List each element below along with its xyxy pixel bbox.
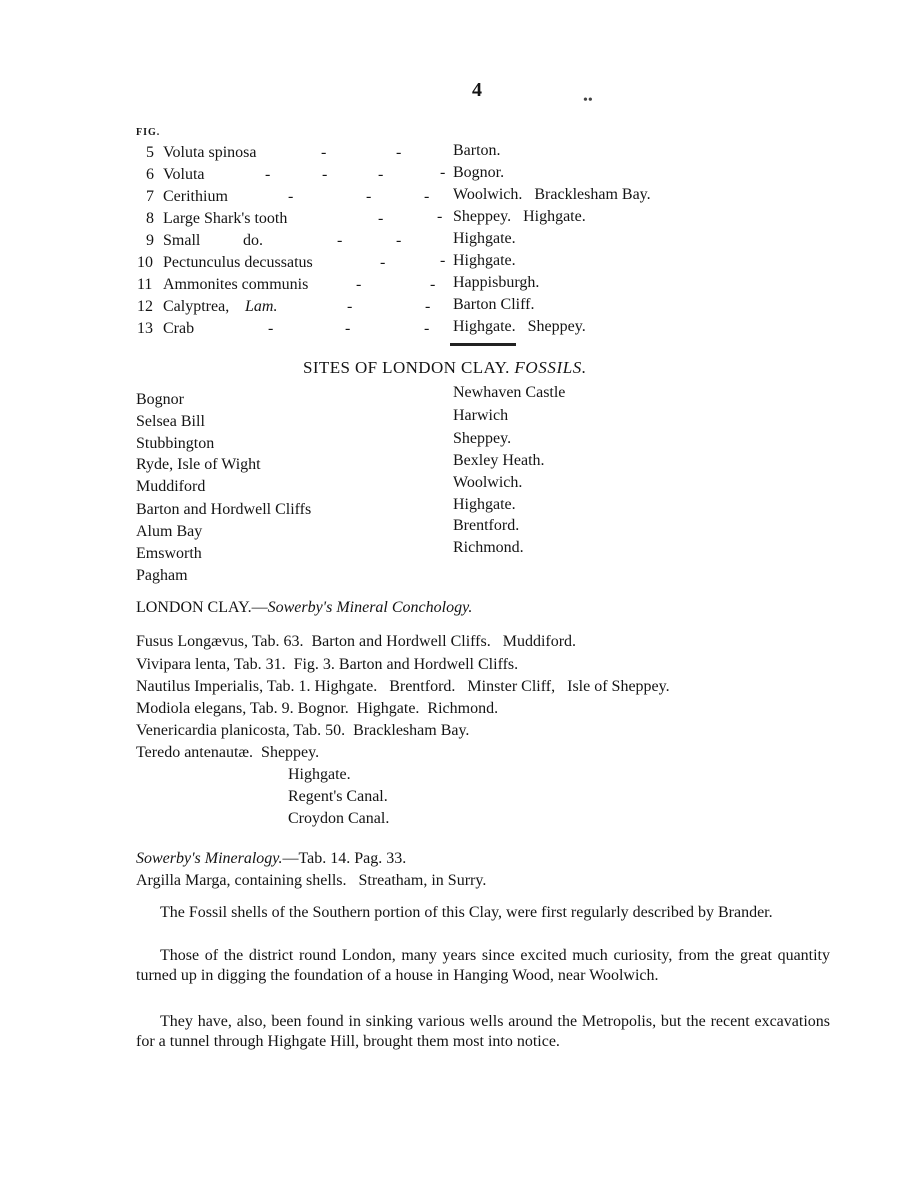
figure-name: Cerithium — [163, 188, 228, 205]
leader-dash: - — [268, 320, 274, 337]
figure-number: 5 — [146, 144, 154, 161]
figure-name: Voluta — [163, 166, 205, 183]
leader-dash: - — [322, 166, 328, 183]
figure-locality: Highgate. — [453, 252, 516, 269]
leader-dash: - — [440, 164, 446, 181]
site-item: Bexley Heath. — [453, 452, 545, 469]
teredo-locality: Regent's Canal. — [288, 788, 388, 805]
sites-heading — [303, 359, 587, 376]
fig-label: FIG. — [136, 127, 161, 138]
leader-dash: - — [321, 144, 327, 161]
london-clay-heading-italic: Sowerby's Mineral Conchology. — [267, 599, 473, 616]
ditto-mark: do. — [243, 232, 263, 249]
leader-dash: - — [396, 232, 402, 249]
site-item: Emsworth — [136, 545, 202, 562]
conchology-line: Fusus Longævus, Tab. 63. Barton and Hordwell Cliffs. Muddiford. — [136, 633, 577, 650]
leader-dash: - — [430, 276, 436, 293]
paragraph: They have, also, been found in sinking various wells around the Metropolis, but the recent excavations for a tunnel through Highgate Hill, brought them most into notice. — [136, 1013, 830, 1050]
site-item: Bognor — [136, 391, 184, 408]
mineralogy-title: Sowerby's Mineralogy. — [136, 850, 283, 867]
figure-number: 6 — [146, 166, 154, 183]
figure-name: Voluta spinosa — [163, 144, 257, 161]
site-item: Harwich — [453, 407, 509, 424]
site-item: Highgate. — [453, 496, 516, 513]
figure-locality: Barton Cliff. — [453, 296, 535, 313]
figure-number: 8 — [146, 210, 154, 227]
figure-name-authority: Lam. — [245, 298, 278, 315]
leader-dash: - — [378, 210, 384, 227]
figure-locality: Woolwich. Bracklesham Bay. — [453, 186, 651, 203]
site-item: Sheppey. — [453, 430, 512, 447]
figure-name: Calyptrea, — [163, 298, 230, 315]
leader-dash: - — [424, 188, 430, 205]
figure-number: 12 — [137, 298, 153, 315]
figure-number: 9 — [146, 232, 154, 249]
leader-dash: - — [424, 320, 430, 337]
site-item: Richmond. — [453, 539, 524, 556]
leader-dash: - — [347, 298, 353, 315]
site-item: Barton and Hordwell Cliffs — [136, 501, 312, 518]
site-item: Brentford. — [453, 517, 520, 534]
figure-name: Pectunculus decussatus — [163, 254, 313, 271]
leader-dash: - — [437, 208, 443, 225]
london-clay-heading — [136, 600, 472, 616]
leader-dash: - — [440, 252, 446, 269]
leader-dash: - — [337, 232, 343, 249]
page-number: 4 — [472, 79, 482, 101]
teredo-locality: Highgate. — [288, 766, 351, 783]
section-rule — [450, 343, 516, 346]
figure-number: 10 — [137, 254, 153, 271]
leader-dash: - — [380, 254, 386, 271]
leader-dash: - — [425, 298, 431, 315]
figure-name: Crab — [163, 320, 195, 337]
leader-dash: - — [288, 188, 294, 205]
site-item: Muddiford — [136, 478, 206, 495]
figure-locality: Sheppey. Highgate. — [453, 208, 586, 225]
figure-locality: Bognor. — [453, 164, 505, 181]
conchology-line: Modiola elegans, Tab. 9. Bognor. Highgate. Richmond. — [136, 700, 499, 717]
leader-dash: - — [265, 166, 271, 183]
paragraph: Those of the district round London, many years since excited much curiosity, from the great quantity turned up in digging the foundation of a house in Hanging Wood, near Woolwich. — [136, 947, 830, 984]
site-item: Alum Bay — [136, 523, 203, 540]
teredo-locality: Croydon Canal. — [288, 810, 390, 827]
leader-dash: - — [356, 276, 362, 293]
paragraph: The Fossil shells of the Southern portion of this Clay, were first regularly described by Brander. — [160, 904, 773, 921]
leader-dash: - — [378, 166, 384, 183]
sites-heading-italic: FOSSILS. — [514, 358, 587, 377]
site-item: Pagham — [136, 567, 188, 584]
figure-name: Small — [163, 232, 201, 249]
mineralogy-line — [136, 851, 406, 867]
site-item: Newhaven Castle — [453, 384, 566, 401]
figure-number: 7 — [146, 188, 154, 205]
figure-name: Ammonites communis — [163, 276, 309, 293]
mineralogy-ref: —Tab. 14. Pag. 33. — [282, 850, 407, 867]
figure-locality: Happisburgh. — [453, 274, 540, 291]
london-clay-heading-text: LONDON CLAY.— — [136, 599, 268, 616]
argilla-line: Argilla Marga, containing shells. Streatham, in Surry. — [136, 872, 487, 889]
figure-locality: Highgate. Sheppey. — [453, 318, 586, 335]
leader-dash: - — [396, 144, 402, 161]
print-speck: •• — [583, 93, 593, 108]
site-item: Woolwich. — [453, 474, 523, 491]
conchology-line: Vivipara lenta, Tab. 31. Fig. 3. Barton and Hordwell Cliffs. — [136, 656, 519, 673]
figure-number: 13 — [137, 320, 153, 337]
conchology-line: Nautilus Imperialis, Tab. 1. Highgate. Brentford. Minster Cliff, Isle of Sheppey. — [136, 678, 670, 695]
leader-dash: - — [366, 188, 372, 205]
figure-locality: Barton. — [453, 142, 501, 159]
leader-dash: - — [345, 320, 351, 337]
figure-locality: Highgate. — [453, 230, 516, 247]
figure-number: 11 — [137, 276, 153, 293]
site-item: Ryde, Isle of Wight — [136, 456, 261, 473]
sites-heading-text: SITES OF LONDON CLAY. — [303, 358, 510, 377]
conchology-line: Venericardia planicosta, Tab. 50. Bracklesham Bay. — [136, 722, 470, 739]
site-item: Selsea Bill — [136, 413, 205, 430]
figure-name: Large Shark's tooth — [163, 210, 288, 227]
conchology-line: Teredo antenautæ. Sheppey. — [136, 744, 320, 761]
site-item: Stubbington — [136, 435, 215, 452]
